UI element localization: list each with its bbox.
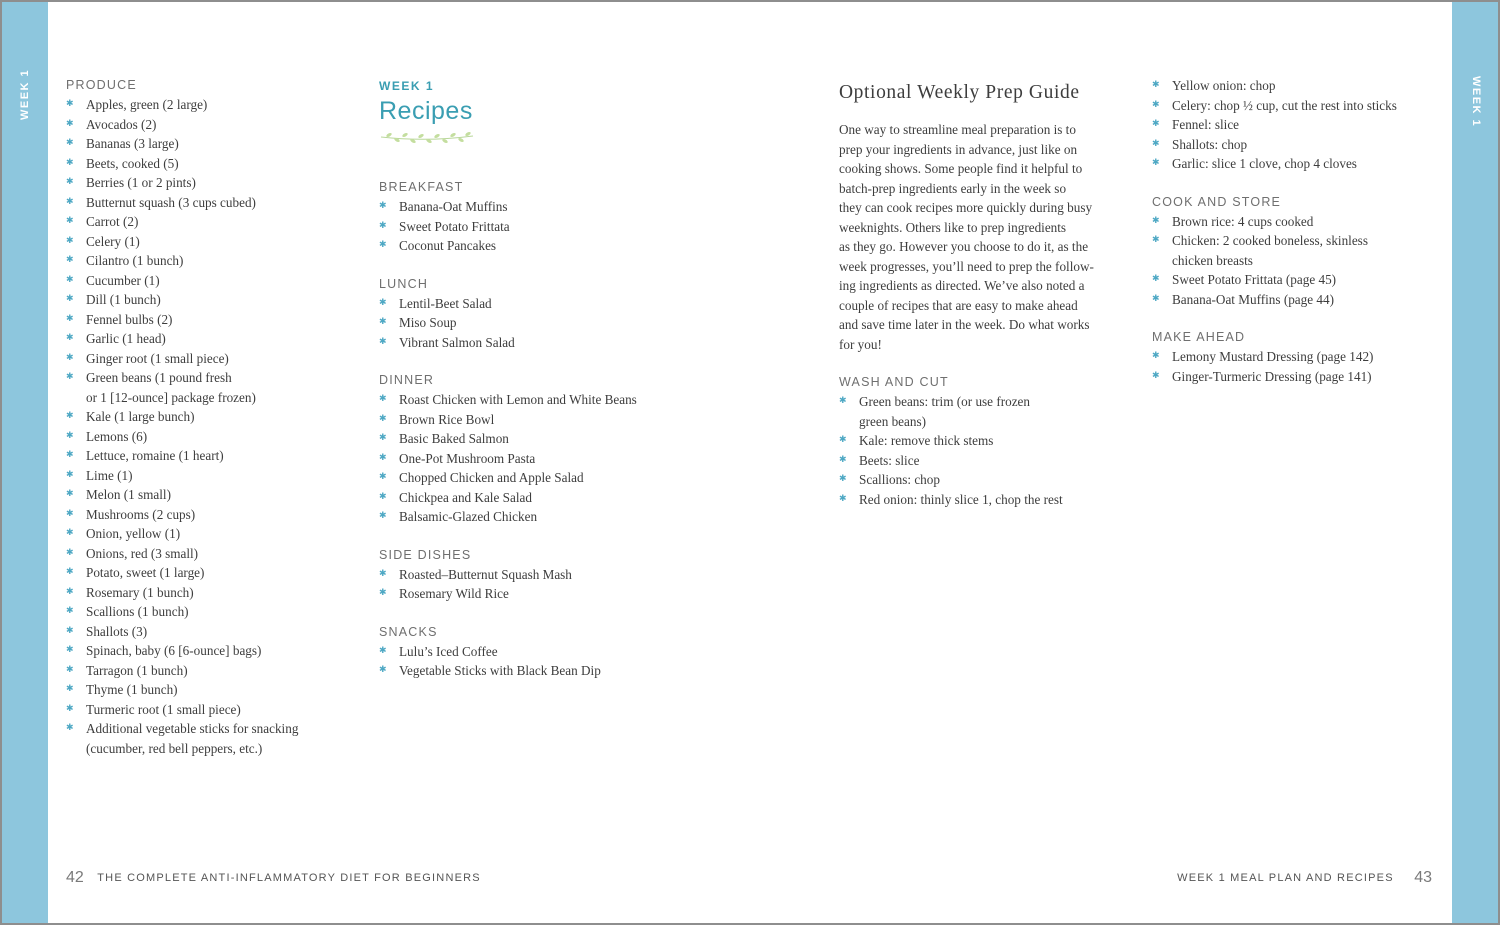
list-item — [379, 449, 637, 469]
snowflake-bullet-icon: ✱ — [66, 313, 74, 324]
recipe-section — [379, 623, 637, 681]
list-item-text: Celery: chop ½ cup, cut the rest into sticks — [1172, 97, 1397, 113]
list-item — [379, 584, 637, 604]
right-footer-title: WEEK 1 MEAL PLAN AND RECIPES — [1177, 872, 1394, 884]
list-item — [66, 310, 298, 330]
snowflake-bullet-icon: ✱ — [839, 454, 847, 465]
list-item — [66, 563, 298, 583]
list-item-text: Melon (1 small) — [86, 487, 171, 502]
list-item-text: Green beans (1 pound fresh — [86, 370, 232, 385]
list-item — [66, 329, 298, 349]
snowflake-bullet-icon: ✱ — [66, 99, 74, 109]
list-item-text: Rosemary Wild Rice — [399, 586, 509, 601]
list-item-text: Shallots: chop — [1172, 136, 1248, 152]
list-item — [839, 490, 1119, 510]
snowflake-bullet-icon: ✱ — [379, 394, 387, 404]
list-item-text: Tarragon (1 bunch) — [86, 662, 188, 678]
left-footer-title: THE COMPLETE ANTI-INFLAMMATORY DIET FOR BEGINNERS — [97, 872, 481, 884]
list-item-text: Banana-Oat Muffins — [399, 199, 508, 214]
snowflake-bullet-icon: ✱ — [1152, 158, 1160, 168]
prep-guide-intro — [839, 120, 1119, 354]
list-item — [379, 507, 637, 527]
list-item — [66, 154, 298, 174]
snowflake-bullet-icon: ✱ — [839, 493, 847, 504]
snowflake-bullet-icon: ✱ — [66, 255, 74, 265]
list-item — [66, 173, 298, 193]
list-item — [66, 368, 298, 407]
list-item-text: Chicken: 2 cooked boneless, skinless — [1172, 233, 1368, 248]
list-item-text: Cilantro (1 bunch) — [86, 253, 184, 268]
snowflake-bullet-icon: ✱ — [66, 528, 74, 538]
list-item — [1152, 270, 1397, 290]
list-item-text: Vibrant Salmon Salad — [399, 334, 515, 350]
intro-line: cooking shows. Some people find it helpful to — [839, 161, 1083, 176]
list-item-text: Lulu’s Iced Coffee — [399, 643, 498, 659]
produce-heading: PRODUCE — [66, 78, 137, 92]
recipe-list — [379, 565, 637, 604]
wash-and-cut-continued-list — [1152, 76, 1397, 174]
list-item — [1152, 231, 1397, 270]
list-item — [66, 602, 298, 622]
list-item-text: Sweet Potato Frittata — [399, 218, 510, 234]
produce-column — [66, 76, 298, 758]
snowflake-bullet-icon: ✱ — [839, 396, 847, 406]
list-item — [66, 622, 298, 642]
right-page — [749, 2, 1498, 923]
snowflake-bullet-icon: ✱ — [1152, 293, 1160, 304]
intro-line: ing ingredients as directed. We’ve also noted a — [839, 278, 1085, 293]
snowflake-bullet-icon: ✱ — [66, 196, 74, 207]
list-item-text: Brown rice: 4 cups cooked — [1172, 213, 1314, 229]
snowflake-bullet-icon: ✱ — [66, 411, 74, 421]
snowflake-bullet-icon: ✱ — [1152, 351, 1160, 361]
recipe-section — [379, 178, 637, 256]
snowflake-bullet-icon: ✱ — [379, 336, 387, 347]
list-item-text: Rosemary (1 bunch) — [86, 584, 194, 600]
list-item-text: (cucumber, red bell peppers, etc.) — [86, 740, 263, 756]
list-item — [379, 488, 637, 508]
intro-line: batch-prep ingredients early in the week so — [839, 180, 1067, 196]
list-item-text: Onion, yellow (1) — [86, 526, 181, 541]
list-item-text: Scallions: chop — [859, 472, 940, 487]
snowflake-bullet-icon: ✱ — [379, 472, 387, 482]
intro-line: week progresses, you’ll need to prep the follow- — [839, 258, 1094, 274]
list-item — [379, 661, 637, 681]
recipe-section — [379, 371, 637, 527]
list-item-text: or 1 [12-ounce] package frozen) — [86, 389, 256, 405]
list-item — [379, 565, 637, 585]
list-item-text: Butternut squash (3 cups cubed) — [86, 194, 256, 210]
list-item-text: Berries (1 or 2 pints) — [86, 175, 196, 190]
snowflake-bullet-icon: ✱ — [1152, 119, 1160, 129]
list-item-text: Fennel bulbs (2) — [86, 311, 173, 327]
recipe-section-heading: DINNER — [379, 373, 435, 387]
list-item-text: Brown Rice Bowl — [399, 411, 495, 427]
snowflake-bullet-icon: ✱ — [66, 372, 74, 382]
list-item-text: Beets, cooked (5) — [86, 155, 179, 171]
snowflake-bullet-icon: ✱ — [379, 433, 387, 443]
list-item-text: Mushrooms (2 cups) — [86, 506, 196, 522]
list-item — [66, 193, 298, 213]
list-item — [66, 719, 298, 758]
snowflake-bullet-icon: ✱ — [66, 567, 74, 577]
right-sidebar-tab — [1452, 2, 1498, 923]
prep-guide-column-2 — [1152, 76, 1397, 386]
wash-and-cut-list — [839, 392, 1119, 509]
list-item — [66, 700, 298, 720]
list-item-text: Lime (1) — [86, 467, 133, 483]
snowflake-bullet-icon: ✱ — [66, 352, 74, 363]
intro-line: prep your ingredients in advance, just like on — [839, 141, 1078, 157]
list-item — [1152, 135, 1397, 155]
list-item-text: Onions, red (3 small) — [86, 545, 199, 561]
left-page — [2, 2, 749, 923]
list-item — [1152, 154, 1397, 174]
snowflake-bullet-icon: ✱ — [66, 508, 74, 519]
list-item-text: Carrot (2) — [86, 214, 139, 229]
list-item-text: Banana-Oat Muffins (page 44) — [1172, 291, 1334, 307]
snowflake-bullet-icon: ✱ — [66, 469, 74, 480]
snowflake-bullet-icon: ✱ — [379, 413, 387, 424]
intro-line: for you! — [839, 336, 882, 352]
list-item — [1152, 212, 1397, 232]
right-page-number: 43 — [1414, 869, 1432, 886]
snowflake-bullet-icon: ✱ — [379, 588, 387, 598]
list-item-text: Lentil-Beet Salad — [399, 295, 492, 311]
right-footer — [1177, 864, 1432, 892]
list-item-text: chicken breasts — [1172, 252, 1253, 268]
snowflake-bullet-icon: ✱ — [66, 333, 74, 343]
list-item-text: Thyme (1 bunch) — [86, 682, 178, 697]
list-item-text: Turmeric root (1 small piece) — [86, 701, 241, 717]
list-item-text: One-Pot Mushroom Pasta — [399, 450, 536, 466]
left-footer — [66, 864, 481, 892]
intro-line: weeknights. Others like to prep ingredients — [839, 219, 1067, 235]
list-item-text: Kale: remove thick stems — [859, 433, 994, 448]
list-item-text: Roast Chicken with Lemon and White Beans — [399, 392, 637, 407]
list-item-text: Apples, green (2 large) — [86, 97, 208, 112]
list-item-text: Lemons (6) — [86, 428, 148, 444]
snowflake-bullet-icon: ✱ — [66, 118, 74, 129]
snowflake-bullet-icon: ✱ — [379, 220, 387, 231]
list-item-text: Ginger-Turmeric Dressing (page 141) — [1172, 368, 1372, 384]
list-item — [1152, 347, 1397, 367]
list-item-text: Kale (1 large bunch) — [86, 409, 195, 424]
snowflake-bullet-icon: ✱ — [66, 157, 74, 168]
list-item — [379, 429, 637, 449]
snowflake-bullet-icon: ✱ — [66, 294, 74, 304]
recipe-sections — [379, 178, 637, 681]
list-item — [66, 427, 298, 447]
list-item — [1152, 290, 1397, 310]
snowflake-bullet-icon: ✱ — [379, 491, 387, 502]
list-item — [1152, 76, 1397, 96]
list-item — [379, 197, 637, 217]
list-item — [1152, 115, 1397, 135]
snowflake-bullet-icon: ✱ — [379, 665, 387, 675]
make-ahead-heading: MAKE AHEAD — [1152, 330, 1246, 344]
list-item-text: Basic Baked Salmon — [399, 431, 509, 446]
list-item — [379, 468, 637, 488]
snowflake-bullet-icon: ✱ — [66, 645, 74, 655]
list-item — [66, 251, 298, 271]
snowflake-bullet-icon: ✱ — [66, 625, 74, 636]
list-item — [66, 349, 298, 369]
list-item — [839, 431, 1119, 451]
right-tab-label: WEEK 1 — [1470, 76, 1482, 128]
list-item-text: Roasted–Butternut Squash Mash — [399, 566, 572, 582]
cook-and-store-heading: COOK AND STORE — [1152, 194, 1282, 209]
snowflake-bullet-icon: ✱ — [379, 297, 387, 308]
recipes-column — [379, 78, 637, 700]
vine-ornament-icon — [379, 130, 637, 144]
list-item-text: Vegetable Sticks with Black Bean Dip — [399, 663, 601, 678]
recipes-title: Recipes — [379, 97, 473, 125]
snowflake-bullet-icon: ✱ — [66, 684, 74, 694]
produce-list — [66, 95, 298, 758]
list-item — [66, 271, 298, 291]
list-item — [66, 290, 298, 310]
snowflake-bullet-icon: ✱ — [839, 474, 847, 484]
list-item-text: green beans) — [859, 413, 926, 429]
list-item — [379, 217, 637, 237]
recipe-list — [379, 197, 637, 256]
snowflake-bullet-icon: ✱ — [66, 216, 74, 226]
snowflake-bullet-icon: ✱ — [66, 430, 74, 441]
list-item — [1152, 367, 1397, 387]
list-item-text: Lemony Mustard Dressing (page 142) — [1172, 349, 1374, 364]
list-item — [66, 115, 298, 135]
snowflake-bullet-icon: ✱ — [379, 645, 387, 656]
list-item-text: Green beans: trim (or use frozen — [859, 394, 1030, 409]
list-item-text: Avocados (2) — [86, 116, 157, 132]
snowflake-bullet-icon: ✱ — [379, 452, 387, 463]
list-item — [839, 470, 1119, 490]
recipe-list — [379, 294, 637, 353]
snowflake-bullet-icon: ✱ — [66, 606, 74, 616]
snowflake-bullet-icon: ✱ — [1152, 274, 1160, 284]
intro-line: couple of recipes that are easy to make ahead — [839, 297, 1078, 313]
left-tab-label: WEEK 1 — [19, 68, 31, 120]
list-item — [66, 232, 298, 252]
list-item — [66, 95, 298, 115]
snowflake-bullet-icon: ✱ — [379, 568, 387, 579]
list-item — [66, 524, 298, 544]
week-label: WEEK 1 — [379, 79, 435, 93]
list-item — [66, 485, 298, 505]
recipe-list — [379, 642, 637, 681]
list-item-text: Beets: slice — [859, 452, 920, 468]
prep-guide-column — [839, 80, 1119, 509]
list-item — [66, 212, 298, 232]
list-item-text: Sweet Potato Frittata (page 45) — [1172, 272, 1337, 287]
list-item — [66, 407, 298, 427]
list-item-text: Coconut Pancakes — [399, 238, 497, 253]
list-item-text: Shallots (3) — [86, 623, 148, 639]
snowflake-bullet-icon: ✱ — [379, 317, 387, 327]
recipe-section-heading: SNACKS — [379, 624, 438, 639]
snowflake-bullet-icon: ✱ — [66, 703, 74, 714]
snowflake-bullet-icon: ✱ — [1152, 80, 1160, 90]
list-item-text: Yellow onion: chop — [1172, 78, 1276, 93]
recipe-section-heading: BREAKFAST — [379, 180, 464, 194]
list-item — [379, 294, 637, 314]
list-item-text: Fennel: slice — [1172, 117, 1240, 132]
recipe-section — [379, 546, 637, 604]
recipe-section — [379, 275, 637, 353]
list-item — [66, 466, 298, 486]
snowflake-bullet-icon: ✱ — [66, 235, 74, 246]
list-item — [379, 313, 637, 333]
list-item — [66, 680, 298, 700]
list-item-text: Ginger root (1 small piece) — [86, 350, 229, 366]
list-item — [379, 390, 637, 410]
snowflake-bullet-icon: ✱ — [379, 511, 387, 521]
list-item-text: Garlic (1 head) — [86, 331, 166, 346]
list-item — [66, 446, 298, 466]
list-item — [839, 451, 1119, 471]
list-item — [379, 642, 637, 662]
list-item-text: Lettuce, romaine (1 heart) — [86, 448, 224, 463]
snowflake-bullet-icon: ✱ — [66, 274, 74, 285]
intro-line: One way to streamline meal preparation is to — [839, 122, 1076, 137]
list-item-text: Additional vegetable sticks for snacking — [86, 721, 299, 736]
list-item-text: Miso Soup — [399, 315, 457, 330]
list-item — [66, 661, 298, 681]
snowflake-bullet-icon: ✱ — [66, 547, 74, 558]
cook-and-store-list — [1152, 212, 1397, 310]
list-item-text: Scallions (1 bunch) — [86, 604, 189, 619]
list-item — [66, 583, 298, 603]
list-item-text: Bananas (3 large) — [86, 136, 179, 151]
snowflake-bullet-icon: ✱ — [379, 240, 387, 250]
prep-guide-title: Optional Weekly Prep Guide — [839, 82, 1080, 103]
snowflake-bullet-icon: ✱ — [1152, 138, 1160, 149]
list-item — [379, 410, 637, 430]
snowflake-bullet-icon: ✱ — [66, 138, 74, 148]
list-item-text: Cucumber (1) — [86, 272, 160, 288]
snowflake-bullet-icon: ✱ — [1152, 99, 1160, 110]
intro-line: as they go. However you choose to do it, as the — [839, 239, 1089, 254]
make-ahead-list — [1152, 347, 1397, 386]
recipe-list — [379, 390, 637, 527]
snowflake-bullet-icon: ✱ — [66, 450, 74, 460]
list-item-text: Spinach, baby (6 [6-ounce] bags) — [86, 643, 262, 658]
snowflake-bullet-icon: ✱ — [1152, 215, 1160, 226]
list-item — [839, 392, 1119, 431]
list-item-text: Red onion: thinly slice 1, chop the rest — [859, 491, 1063, 507]
list-item — [379, 236, 637, 256]
snowflake-bullet-icon: ✱ — [66, 586, 74, 597]
snowflake-bullet-icon: ✱ — [1152, 235, 1160, 245]
left-page-number: 42 — [66, 869, 84, 886]
list-item-text: Celery (1) — [86, 233, 140, 249]
list-item — [66, 505, 298, 525]
snowflake-bullet-icon: ✱ — [66, 664, 74, 675]
list-item-text: Dill (1 bunch) — [86, 292, 161, 307]
list-item — [66, 134, 298, 154]
snowflake-bullet-icon: ✱ — [66, 177, 74, 187]
list-item-text: Chopped Chicken and Apple Salad — [399, 470, 584, 485]
wash-and-cut-heading: WASH AND CUT — [839, 375, 949, 389]
recipe-section-heading: SIDE DISHES — [379, 547, 472, 562]
list-item-text: Balsamic-Glazed Chicken — [399, 509, 538, 524]
snowflake-bullet-icon: ✱ — [1152, 370, 1160, 381]
snowflake-bullet-icon: ✱ — [379, 201, 387, 211]
list-item — [66, 641, 298, 661]
intro-line: and save time later in the week. Do what works — [839, 317, 1090, 332]
snowflake-bullet-icon: ✱ — [66, 489, 74, 499]
list-item-text: Garlic: slice 1 clove, chop 4 cloves — [1172, 156, 1357, 171]
snowflake-bullet-icon: ✱ — [839, 435, 847, 445]
list-item — [66, 544, 298, 564]
recipe-section-heading: LUNCH — [379, 276, 429, 291]
list-item-text: Potato, sweet (1 large) — [86, 565, 205, 580]
list-item — [379, 333, 637, 353]
snowflake-bullet-icon: ✱ — [66, 723, 74, 733]
list-item-text: Chickpea and Kale Salad — [399, 489, 532, 505]
left-sidebar-tab — [2, 2, 48, 923]
list-item — [1152, 96, 1397, 116]
intro-line: they can cook recipes more quickly during busy — [839, 200, 1093, 215]
